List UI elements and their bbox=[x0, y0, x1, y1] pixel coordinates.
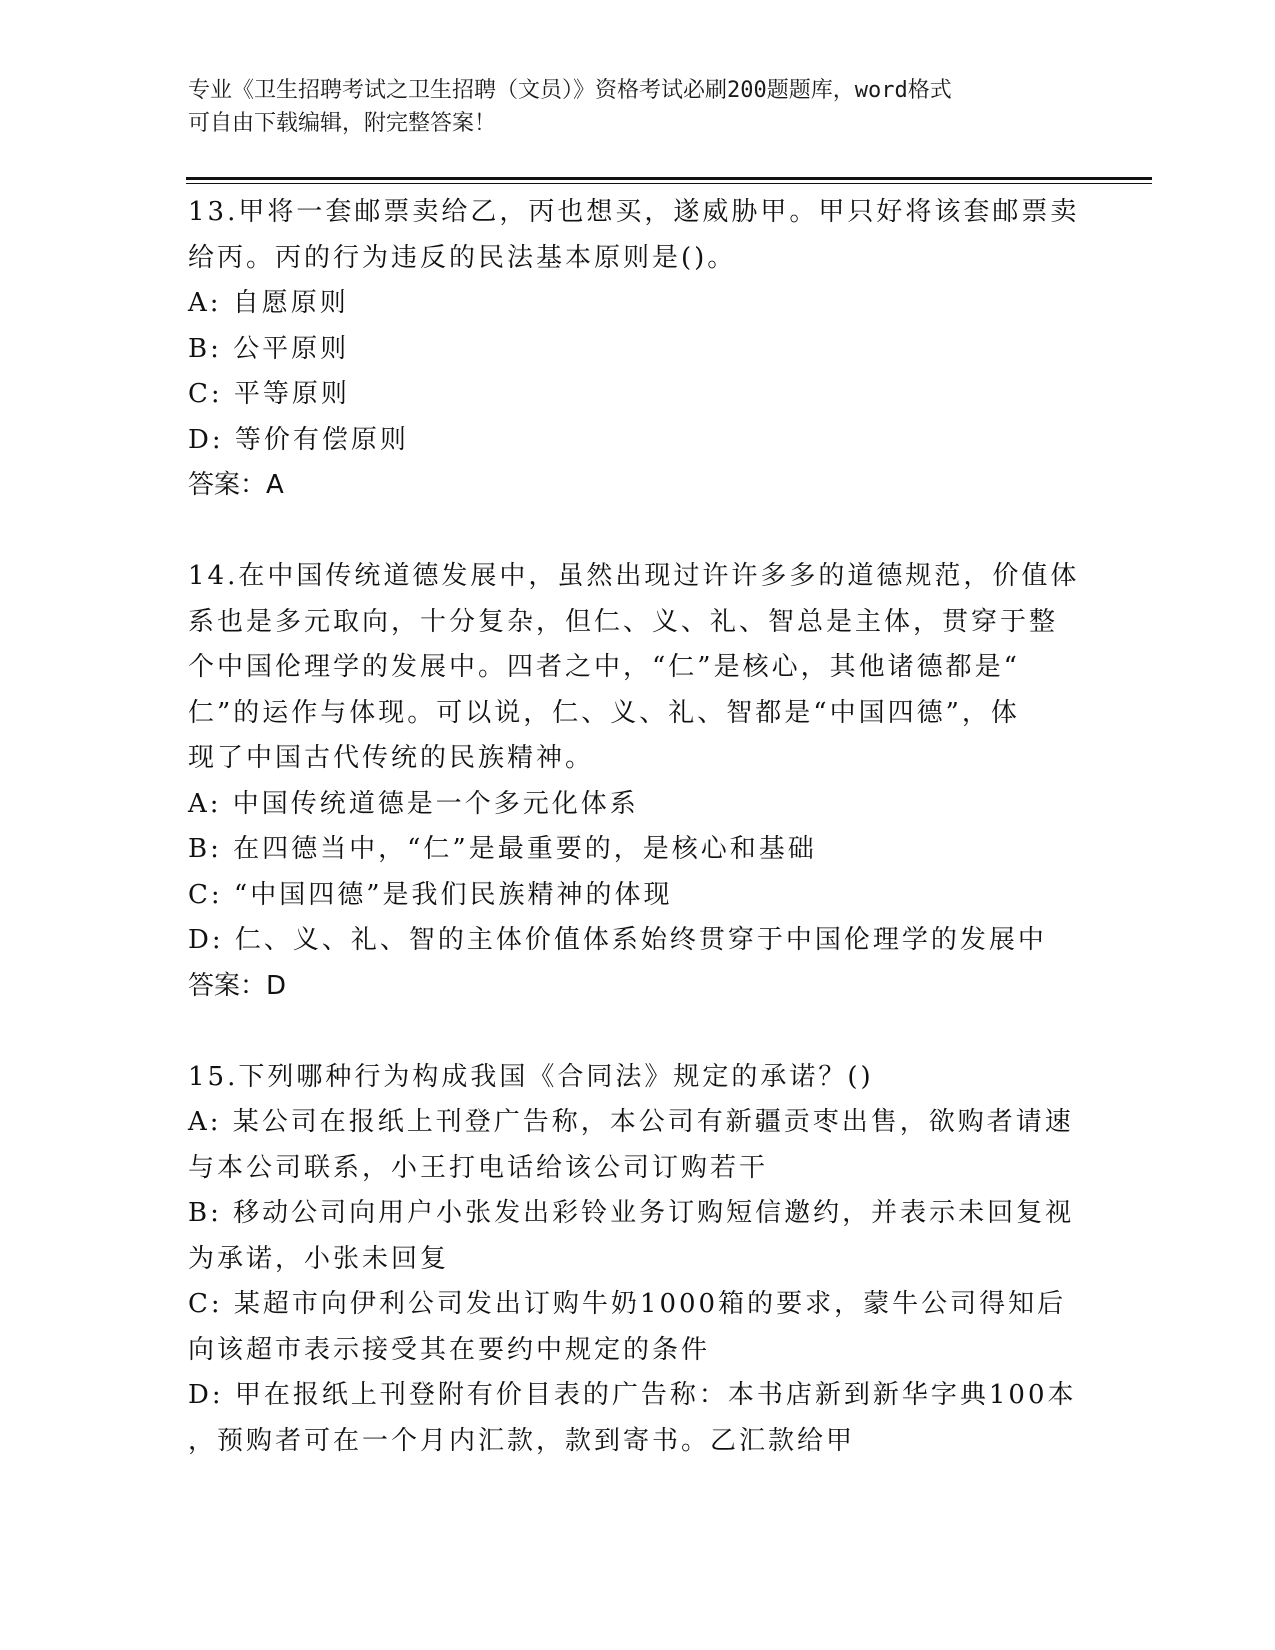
option-b: B: 公平原则 bbox=[188, 333, 350, 364]
question-15 bbox=[188, 1055, 1088, 1465]
option-a: A: 中国传统道德是一个多元化体系 bbox=[188, 788, 639, 819]
option-a: A: 某公司在报纸上刊登广告称，本公司有新疆贡枣出售，欲购者请速 bbox=[188, 1107, 1074, 1137]
header-divider-thick bbox=[186, 177, 1152, 180]
answer-line: 答案：A bbox=[188, 470, 284, 500]
answer-line: 答案：D bbox=[188, 970, 287, 1001]
option-d-continued: ，预购者可在一个月内汇款，款到寄书。乙汇款给甲 bbox=[188, 1425, 856, 1456]
option-b: B: 在四德当中，“仁”是最重要的，是核心和基础 bbox=[188, 834, 817, 864]
option-b: B: 移动公司向用户小张发出彩铃业务订购短信邀约，并表示未回复视 bbox=[188, 1198, 1075, 1228]
question-14 bbox=[188, 554, 1088, 1009]
option-c: C: “中国四德”是我们民族精神的体现 bbox=[188, 879, 673, 910]
question-stem-line: 仁”的运作与体现。可以说，仁、义、礼、智都是“中国四德”，体 bbox=[188, 697, 1020, 728]
question-stem-line: 13.甲将一套邮票卖给乙，丙也想买，遂威胁甲。甲只好将该套邮票卖 bbox=[188, 197, 1080, 227]
option-c-continued: 向该超市表示接受其在要约中规定的条件 bbox=[188, 1334, 711, 1365]
page-header bbox=[188, 74, 1068, 140]
question-stem-line: 个中国伦理学的发展中。四者之中，“仁”是核心，其他诸德都是“ bbox=[188, 652, 1020, 682]
question-spacer bbox=[188, 1009, 1088, 1055]
question-stem-line: 14.在中国传统道德发展中，虽然出现过许许多多的道德规范，价值体 bbox=[188, 561, 1080, 591]
option-d: D: 甲在报纸上刊登附有价目表的广告称：本书店新到新华字典100本 bbox=[188, 1380, 1077, 1410]
option-c: C: 某超市向伊利公司发出订购牛奶1000箱的要求，蒙牛公司得知后 bbox=[188, 1289, 1067, 1319]
option-b-continued: 为承诺，小张未回复 bbox=[188, 1243, 450, 1274]
question-stem-line: 现了中国古代传统的民族精神。 bbox=[188, 743, 595, 773]
question-stem-line: 系也是多元取向，十分复杂，但仁、义、礼、智总是主体，贯穿于整 bbox=[188, 606, 1059, 637]
header-line: 可自由下载编辑，附完整答案！ bbox=[188, 111, 497, 136]
option-d: D: 等价有偿原则 bbox=[188, 424, 409, 455]
question-stem-line: 15.下列哪种行为构成我国《合同法》规定的承诺？() bbox=[188, 1061, 874, 1092]
header-divider-thin bbox=[186, 183, 1152, 184]
question-stem-line: 给丙。丙的行为违反的民法基本原则是()。 bbox=[188, 242, 737, 273]
header-line: 专业《卫生招聘考试之卫生招聘（文员）》资格考试必刷200题题库，word格式 bbox=[188, 78, 952, 103]
option-a: A: 自愿原则 bbox=[188, 288, 349, 318]
option-a-continued: 与本公司联系，小王打电话给该公司订购若干 bbox=[188, 1152, 769, 1183]
option-c: C: 平等原则 bbox=[188, 379, 350, 409]
question-spacer bbox=[188, 509, 1088, 555]
question-list bbox=[188, 190, 1088, 1464]
question-13 bbox=[188, 190, 1088, 509]
option-d: D: 仁、义、礼、智的主体价值体系始终贯穿于中国伦理学的发展中 bbox=[188, 925, 1047, 955]
